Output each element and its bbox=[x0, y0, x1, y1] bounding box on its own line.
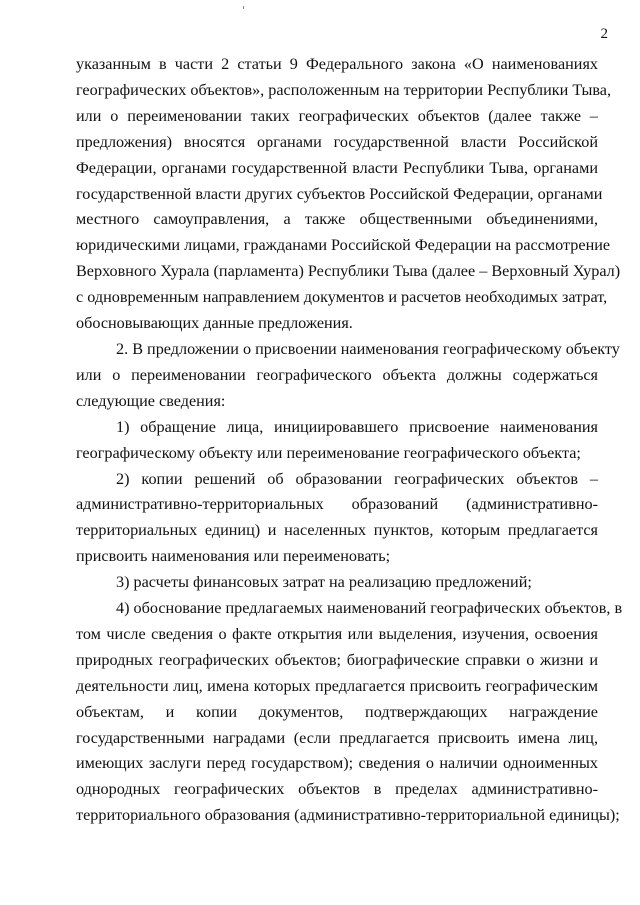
page-number: 2 bbox=[600, 26, 608, 42]
text-line: местного самоуправления, а также общественными объединениями, bbox=[76, 210, 598, 229]
text-line: деятельности лиц, имена которых предлагается присвоить географическим bbox=[76, 676, 598, 695]
text-line: предложения) вносятся органами государственной власти Российской bbox=[76, 132, 598, 151]
text-line: Верховного Хурала (парламента) Республики Тыва (далее – Верховный Хурал) bbox=[76, 262, 621, 281]
scan-mark bbox=[243, 6, 244, 9]
text-line: административно-территориальных образований (административно- bbox=[76, 495, 598, 514]
text-line: объектам, и копии документов, подтверждающих награждение bbox=[76, 702, 598, 721]
text-line: географическому объекту или переименование географического объекта; bbox=[76, 443, 581, 462]
text-line: географических объектов», расположенным на территории Республики Тыва, bbox=[76, 80, 611, 99]
text-line: или о переименовании географического объекта должны содержаться bbox=[76, 365, 598, 384]
paragraph bbox=[76, 337, 620, 415]
paragraph bbox=[76, 570, 598, 596]
text-line: однородных географических объектов в пределах административно- bbox=[76, 780, 598, 799]
text-line: присвоить наименования или переименовать; bbox=[76, 547, 391, 566]
text-line: 2) копии решений об образовании географических объектов – bbox=[116, 469, 598, 488]
text-line: территориальных единиц) и населенных пунктов, которым предлагается bbox=[76, 521, 598, 540]
text-line: обосновывающих данные предложения. bbox=[76, 314, 353, 333]
text-line: указанным в части 2 статьи 9 Федерального закона «О наименованиях bbox=[76, 55, 598, 73]
paragraph bbox=[76, 596, 623, 829]
text-line: имеющих заслуги перед государством); сведения о наличии одноименных bbox=[76, 754, 598, 773]
text-line: Федерации, органами государственной власти Республики Тыва, органами bbox=[76, 158, 598, 177]
text-line: 3) расчеты финансовых затрат на реализацию предложений; bbox=[116, 573, 532, 592]
document-body bbox=[76, 52, 623, 829]
text-line: 1) обращение лица, инициировавшего присвоение наименования bbox=[116, 417, 598, 436]
text-line: юридическими лицами, гражданами Российской Федерации на рассмотрение bbox=[76, 236, 611, 255]
paragraph bbox=[76, 467, 598, 571]
paragraph bbox=[76, 52, 621, 337]
text-line: 4) обоснование предлагаемых наименований географических объектов, в bbox=[116, 599, 623, 618]
text-line: следующие сведения: bbox=[76, 391, 226, 410]
text-line: с одновременным направлением документов и расчетов необходимых затрат, bbox=[76, 288, 608, 307]
text-line: 2. В предложении о присвоении наименования географическому объекту bbox=[116, 339, 620, 358]
text-line: территориального образования (административно-территориальной единицы); bbox=[76, 806, 620, 825]
text-line: или о переименовании таких географических объектов (далее также – bbox=[76, 106, 598, 125]
text-line: том числе сведения о факте открытия или выделения, изучения, освоения bbox=[76, 624, 598, 643]
text-line: природных географических объектов; биографические справки о жизни и bbox=[76, 650, 598, 669]
paragraph bbox=[76, 415, 598, 467]
text-line: государственной власти других субъектов Российской Федерации, органами bbox=[76, 184, 603, 203]
text-line: государственными наградами (если предлагается присвоить имена лиц, bbox=[76, 728, 598, 747]
